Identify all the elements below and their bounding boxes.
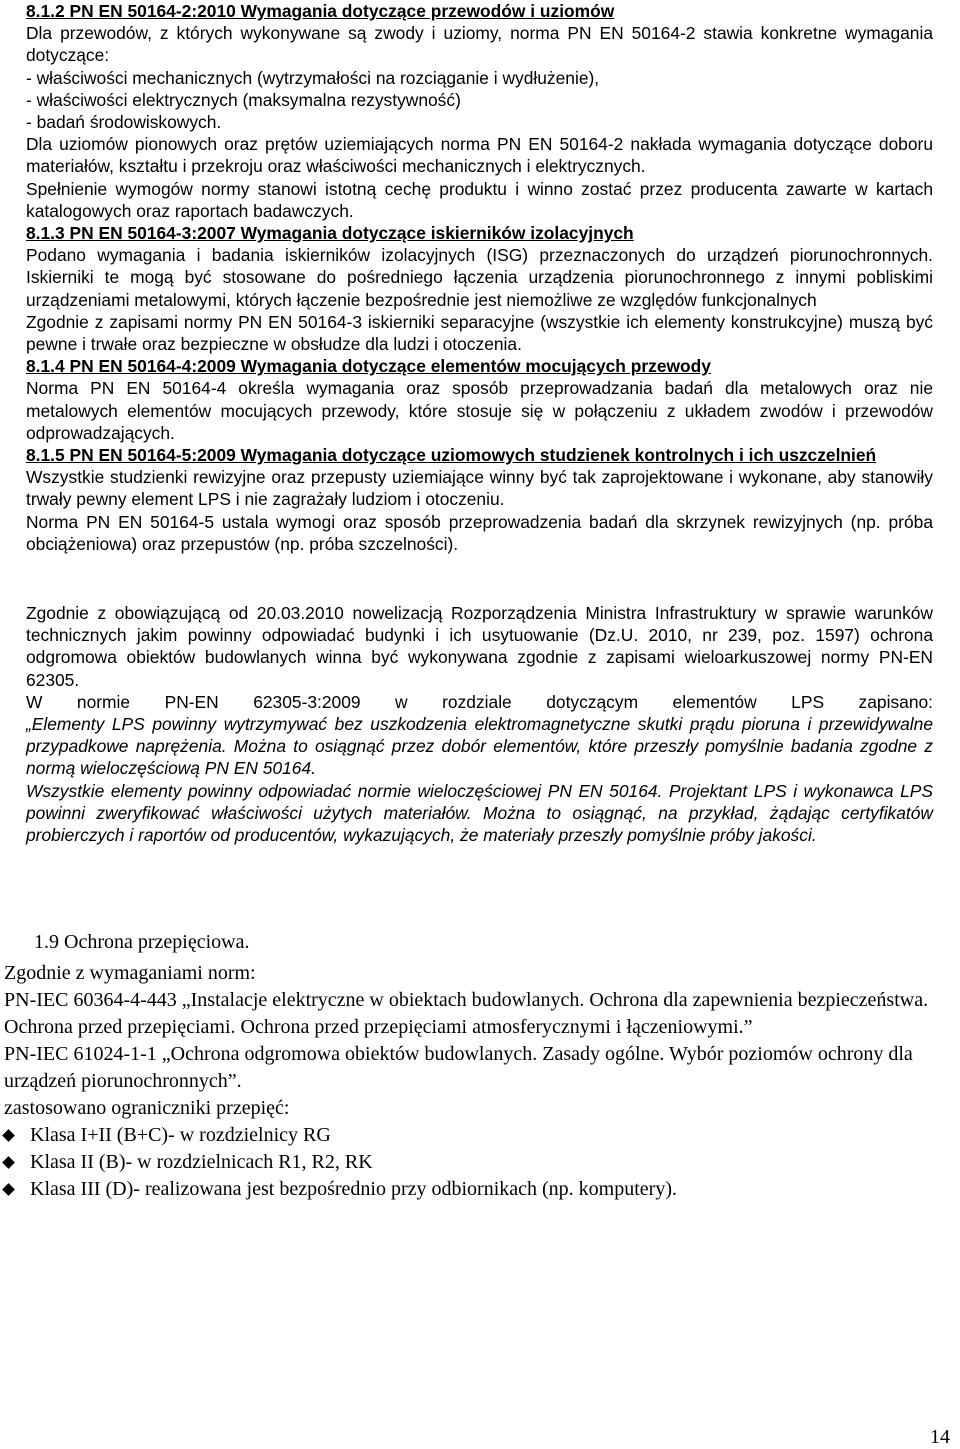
- quote: Wszystkie elementy powinny odpowiadać normie wieloczęściowej PN EN 50164. Projektant LPS i wykonawca LPS powinni zweryfikować właściwości użytych materiałów. Można to osiągnąć, na przykład, żądając certyfikatów probierczych i raportów od producentów, wykazujących, że materiały przeszły pomyślnie próby jakości.: [26, 780, 933, 846]
- paragraph: Zgodnie z wymaganiami norm:: [4, 962, 256, 984]
- quote: „Elementy LPS powinny wytrzymywać bez uszkodzenia elektromagnetyczne skutki prądu pioruna i przewidywalne przypadkowe naprężenia. Można to osiągnąć przez dobór elementów, które przeszły pomyślnie badania zgodne z normą wieloczęściową PN EN 50164.: [26, 714, 933, 779]
- paragraph: Zgodnie z obowiązującą od 20.03.2010 nowelizacją Rozporządzenia Ministra Infrastruktury w sprawie warunków technicznych jakim powinny odpowiadać budynki i ich usytuowanie (Dz.U. 2010, nr 239, poz. 1597) ochrona odgromowa obiektów budowlanych winna być wykonywana zgodnie z zapisami wieloarkuszowej normy PN-EN 62305.: [26, 603, 933, 690]
- heading-8-1-4: 8.1.4 PN EN 50164-4:2009 Wymagania dotyczące elementów mocujących przewody: [26, 356, 711, 377]
- bullet-item: Klasa I+II (B+C)- w rozdzielnicy RG: [4, 1122, 956, 1149]
- bullet-item: Klasa III (D)- realizowana jest bezpośrednio przy odbiornikach (np. komputery).: [4, 1176, 956, 1203]
- paragraph: Norma PN EN 50164-5 ustala wymogi oraz sposób przeprowadzenia badań dla skrzynek rewizyjnych (np. próba obciążeniowa) oraz przepustów (np. próba szczelności).: [26, 511, 933, 554]
- paragraph: Podano wymagania i badania iskierników izolacyjnych (ISG) przeznaczonych do urządzeń piorunochronnych. Iskierniki te mogą być stosowane do pośredniego łączenia urządzenia piorunochronnego z innymi pobliskimi urządzeniami metalowymi, których łączenie bezpośrednie jest niemożliwe ze względów funkcjonalnych: [26, 245, 933, 310]
- bullet-item: Klasa II (B)- w rozdzielnicach R1, R2, RK: [4, 1149, 956, 1176]
- section-surge-protection: [4, 929, 956, 1203]
- paragraph: zastosowano ograniczniki przepięć:: [4, 1097, 290, 1119]
- heading-8-1-2: 8.1.2 PN EN 50164-2:2010 Wymagania dotyczące przewodów i uziomów: [26, 1, 615, 21]
- paragraph: Spełnienie wymogów normy stanowi istotną cechę produktu i winno zostać przez producenta zawarte w kartach katalogowych oraz raportach badawczych.: [26, 178, 933, 221]
- list-item: - właściwości elektrycznych (maksymalna rezystywność): [26, 89, 461, 110]
- paragraph: Dla uziomów pionowych oraz prętów uziemiających norma PN EN 50164-2 nakłada wymagania dotyczące doboru materiałów, kształtu i przekroju oraz właściwości mechanicznych i elektrycznych.: [26, 134, 933, 177]
- page-number: 14: [930, 1426, 950, 1448]
- paragraph: Zgodnie z zapisami normy PN EN 50164-3 iskierniki separacyjne (wszystkie ich elementy konstrukcyjne) muszą być pewne i trwałe oraz bezpieczne w obsłudze dla ludzi i otoczenia.: [26, 311, 933, 355]
- norm-reference: PN-IEC 61024-1-1 „Ochrona odgromowa obiektów budowlanych. Zasady ogólne. Wybór poziomów ochrony dla urządzeń piorunochronnych”.: [4, 1043, 913, 1092]
- diamond-bullet-icon: [2, 1183, 15, 1196]
- paragraph: Wszystkie studzienki rewizyjne oraz przepusty uziemiające winny być tak zaprojektowane i wykonane, aby stanowiły trwały pewny element LPS i nie zagrażały ludziom i otoczeniu.: [26, 467, 933, 510]
- list-item: - badań środowiskowych.: [26, 112, 222, 133]
- norm-reference: PN-IEC 60364-4-443 „Instalacje elektryczne w obiektach budowlanych. Ochrona dla zapewnienia bezpieczeństwa. Ochrona przed przepięciami. Ochrona przed przepięciami atmosferycznymi i łączeniowymi.”: [4, 989, 929, 1038]
- paragraph: Dla przewodów, z których wykonywane są zwody i uziomy, norma PN EN 50164-2 stawia konkretne wymagania dotyczące:: [26, 23, 933, 66]
- heading-8-1-3: 8.1.3 PN EN 50164-3:2007 Wymagania dotyczące iskierników izolacyjnych: [26, 223, 634, 244]
- section-regulation: [26, 602, 933, 846]
- diamond-bullet-icon: [2, 1156, 15, 1169]
- section-standards: [26, 0, 933, 555]
- diamond-bullet-icon: [2, 1129, 15, 1142]
- section-title: 1.9 Ochrona przepięciowa.: [34, 931, 250, 953]
- heading-8-1-5: 8.1.5 PN EN 50164-5:2009 Wymagania dotyczące uziomowych studzienek kontrolnych i ich uszczelnień: [26, 445, 877, 466]
- list-item: - właściwości mechanicznych (wytrzymałości na rozciąganie i wydłużenie),: [26, 67, 600, 88]
- paragraph: W normie PN-EN 62305-3:2009 w rozdziale dotyczącym elementów LPS zapisano:: [26, 691, 933, 712]
- paragraph: Norma PN EN 50164-4 określa wymagania oraz sposób przeprowadzania badań dla metalowych oraz nie metalowych elementów mocujących przewody, które stosuje się w połączeniu z układem zwodów i przewodów odprowadzających.: [26, 378, 933, 443]
